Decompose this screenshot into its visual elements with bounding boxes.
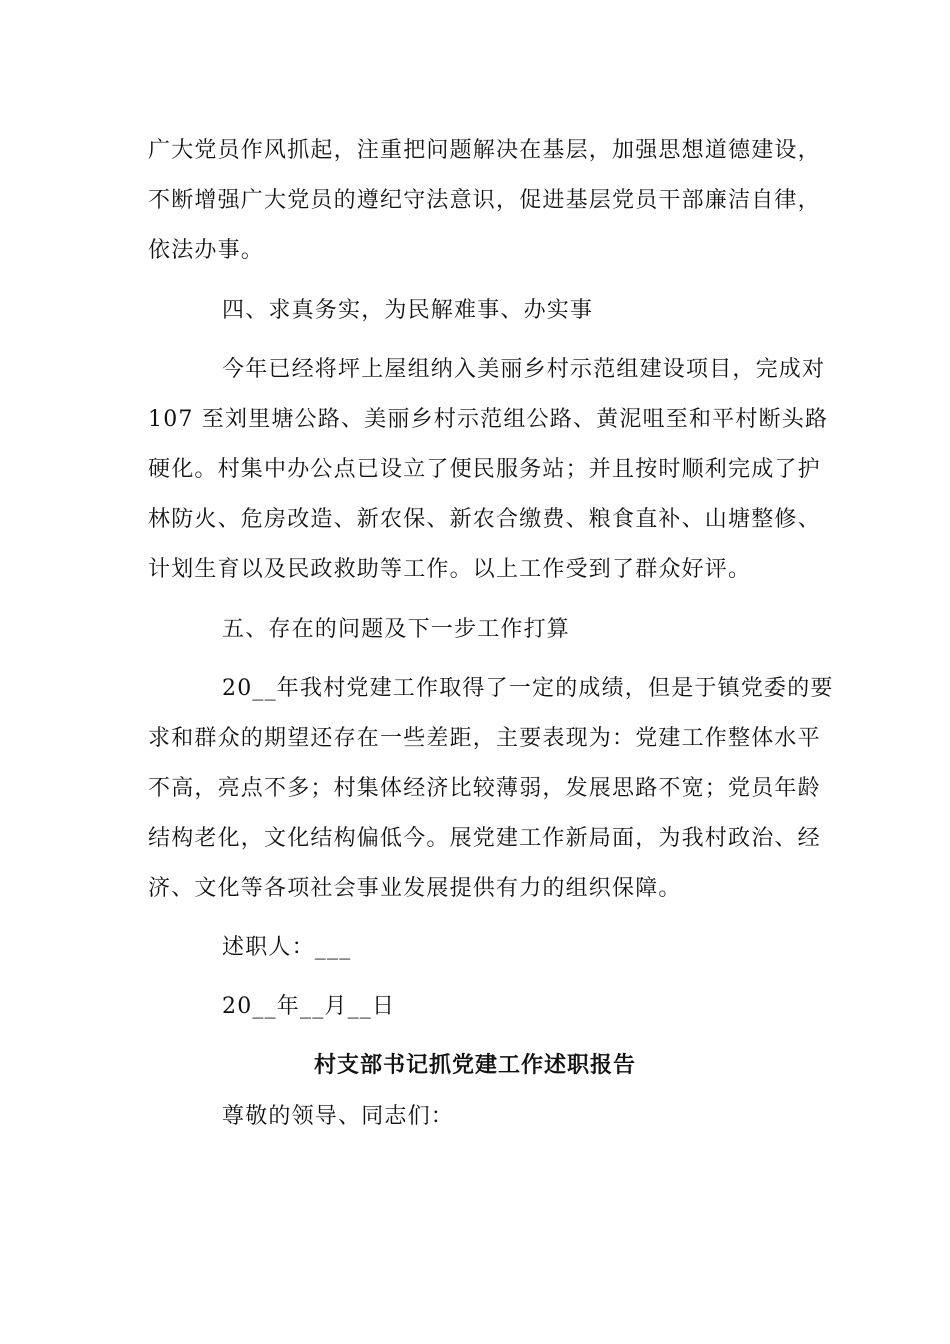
paragraph-1-line-3: 依法办事。	[148, 238, 265, 263]
paragraph-2-line-2: 107 至刘里塘公路、美丽乡村示范组公路、黄泥咀至和平村断头路	[148, 407, 829, 432]
reporter-signature-line: 述职人：___	[222, 935, 352, 960]
paragraph-2-line-5: 计划生育以及民政救助等工作。以上工作受到了群众好评。	[148, 557, 752, 582]
paragraph-3-line-4: 结构老化，文化结构偏低今。展党建工作新局面，为我村政治、经	[148, 826, 821, 851]
section-5-heading: 五、存在的问题及下一步工作打算	[222, 617, 571, 642]
paragraph-2-line-1: 今年已经将坪上屋组纳入美丽乡村示范组建设项目，完成对	[222, 357, 826, 382]
paragraph-2-line-3: 硬化。村集中办公点已设立了便民服务站；并且按时顺利完成了护	[148, 457, 821, 482]
paragraph-3-line-2: 求和群众的期望还存在一些差距，主要表现为：党建工作整体水平	[148, 726, 821, 751]
paragraph-2-line-4: 林防火、危房改造、新农保、新农合缴费、粮食直补、山塘整修、	[148, 507, 821, 532]
paragraph-1-line-2: 不断增强广大党员的遵纪守法意识，促进基层党员干部廉洁自律，	[148, 188, 821, 213]
section-4-heading: 四、求真务实，为民解难事、办实事	[222, 298, 594, 323]
paragraph-1-line-1: 广大党员作风抓起，注重把问题解决在基层，加强思想道德建设，	[148, 138, 821, 163]
report-title: 村支部书记抓党建工作述职报告	[313, 1053, 636, 1078]
paragraph-3-line-1: 20__年我村党建工作取得了一定的成绩，但是于镇党委的要	[222, 676, 834, 701]
paragraph-3-line-5: 济、文化等各项社会事业发展提供有力的组织保障。	[148, 876, 682, 901]
date-line: 20__年__月__日	[222, 994, 396, 1019]
paragraph-3-line-3: 不高，亮点不多；村集体经济比较薄弱，发展思路不宽；党员年龄	[148, 776, 821, 801]
salutation: 尊敬的领导、同志们：	[222, 1104, 455, 1129]
